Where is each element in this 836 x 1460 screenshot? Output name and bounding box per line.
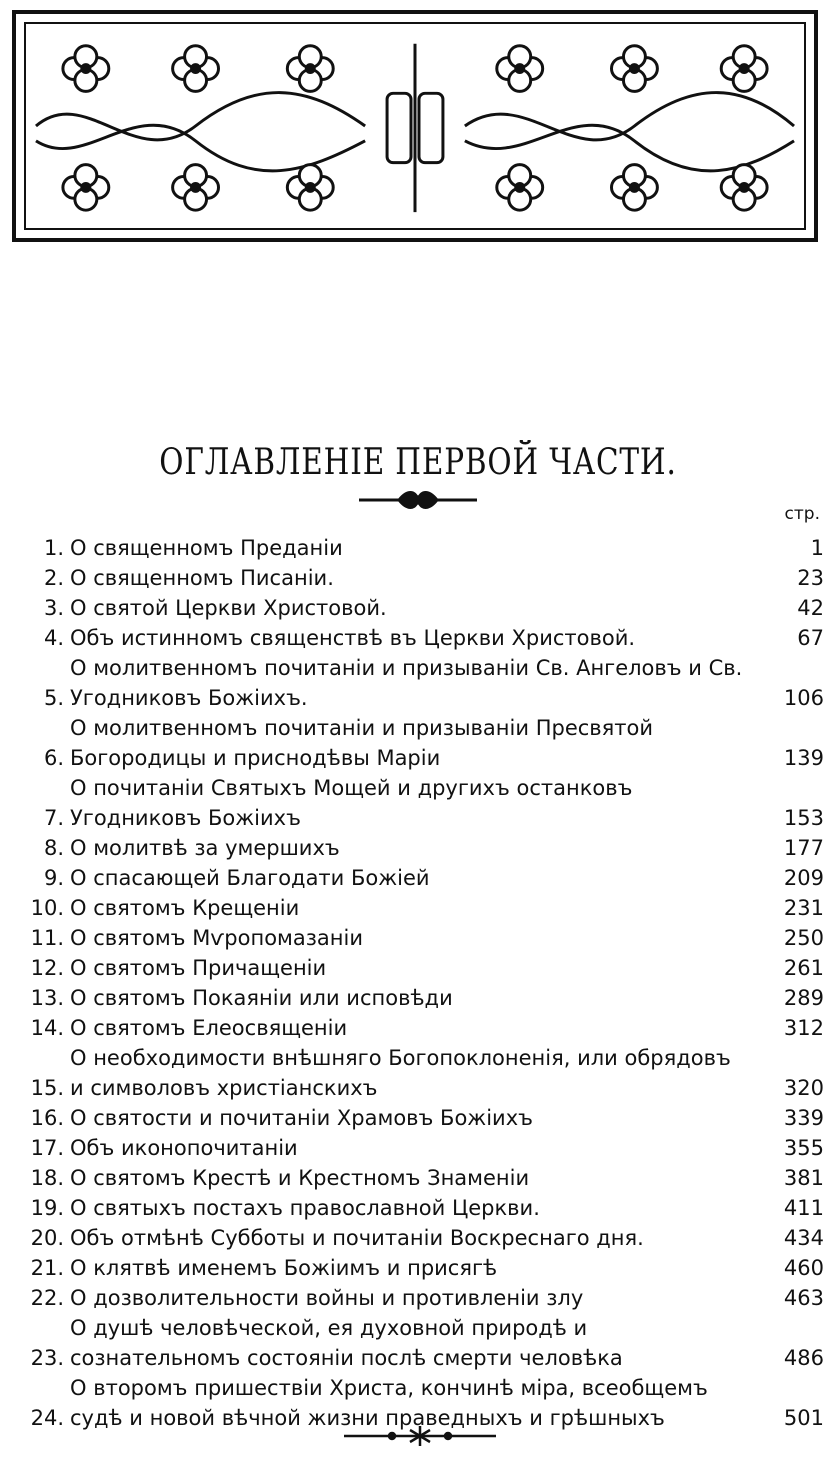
toc-entry	[20, 533, 824, 563]
toc-entry	[20, 863, 824, 893]
toc-entry-page: 250	[783, 926, 824, 950]
toc-entry	[20, 983, 824, 1013]
toc-entry-title: О святой Церкви Христовой.	[70, 596, 387, 620]
toc-entry-title: О святомъ Мѵропомазаніи	[70, 926, 363, 950]
table-of-contents	[20, 533, 824, 1433]
toc-entry-number: 8.	[43, 836, 64, 860]
toc-entry-title: О дозволительности войны и противленіи злу	[70, 1286, 584, 1310]
toc-entry	[20, 1103, 824, 1133]
toc-entry-page: 320	[783, 1076, 824, 1100]
toc-entry	[20, 653, 824, 713]
toc-entry	[20, 563, 824, 593]
toc-entry	[20, 623, 824, 653]
toc-entry-page: 312	[783, 1016, 824, 1040]
toc-entry-title: О молитвѣ за умершихъ	[70, 836, 340, 860]
toc-entry-title: О святомъ Причащеніи	[70, 956, 327, 980]
toc-entry-number: 6.	[43, 746, 64, 770]
toc-entry-title: О второмъ пришествіи Христа, кончинѣ міра, всеобщемъ судѣ и новой вѣчной жизни праведныхъ и грѣшныхъ	[70, 1376, 708, 1430]
toc-entry-title: О святомъ Елеосвященіи	[70, 1016, 348, 1040]
toc-entry	[20, 1253, 824, 1283]
toc-entry-page: 106	[783, 686, 824, 710]
toc-entry-page: 460	[783, 1256, 824, 1280]
toc-entry-page: 153	[783, 806, 824, 830]
toc-entry-number: 4.	[43, 626, 64, 650]
toc-entry-title: О святыхъ постахъ православной Церкви.	[70, 1196, 540, 1220]
floral-pattern	[26, 24, 804, 228]
toc-entry-title: Объ истинномъ священствѣ въ Церкви Христовой.	[70, 626, 636, 650]
toc-entry-page: 177	[783, 836, 824, 860]
toc-entry	[20, 1163, 824, 1193]
toc-entry-page: 209	[783, 866, 824, 890]
toc-entry-number: 22.	[30, 1286, 64, 1310]
toc-entry	[20, 1313, 824, 1373]
toc-entry-number: 24.	[30, 1406, 64, 1430]
title-ornament	[355, 488, 481, 512]
toc-entry-title: О душѣ человѣческой, ея духовной природѣ и сознательномъ состояніи послѣ смерти человѣка	[70, 1316, 623, 1370]
toc-entry-page: 411	[783, 1196, 824, 1220]
toc-entry-page: 261	[783, 956, 824, 980]
toc-entry-title: О спасающей Благодати Божіей	[70, 866, 430, 890]
toc-entry-number: 16.	[30, 1106, 64, 1130]
toc-entry-page: 289	[783, 986, 824, 1010]
toc-entry-page: 463	[783, 1286, 824, 1310]
toc-entry-page: 339	[783, 1106, 824, 1130]
toc-entry-title: О священномъ Преданіи	[70, 536, 343, 560]
toc-entry-number: 19.	[30, 1196, 64, 1220]
toc-entry	[20, 1043, 824, 1103]
toc-entry-number: 9.	[43, 866, 64, 890]
toc-entry	[20, 1193, 824, 1223]
toc-entry-page: 42	[797, 596, 824, 620]
toc-entry-title: О почитаніи Святыхъ Мощей и другихъ останковъ Угодниковъ Божіихъ	[70, 776, 633, 830]
floral-header-banner	[12, 10, 818, 242]
toc-entry-page: 381	[783, 1166, 824, 1190]
toc-entry-number: 12.	[30, 956, 64, 980]
toc-entry-number: 10.	[30, 896, 64, 920]
toc-entry-number: 13.	[30, 986, 64, 1010]
toc-entry-number: 17.	[30, 1136, 64, 1160]
toc-entry-number: 5.	[43, 686, 64, 710]
toc-entry	[20, 1223, 824, 1253]
toc-entry-number: 2.	[43, 566, 64, 590]
toc-entry	[20, 773, 824, 833]
toc-entry-page: 1	[810, 536, 824, 560]
toc-entry-page: 434	[783, 1226, 824, 1250]
toc-entry-title: О необходимости внѣшняго Богопоклоненія, или обрядовъ и символовъ христіанскихъ	[70, 1046, 731, 1100]
toc-entry	[20, 893, 824, 923]
toc-entry-title: О клятвѣ именемъ Божіимъ и присягѣ	[70, 1256, 498, 1280]
toc-entry	[20, 1133, 824, 1163]
toc-entry-title: О святомъ Крещеніи	[70, 896, 300, 920]
toc-entry-number: 14.	[30, 1016, 64, 1040]
toc-entry	[20, 593, 824, 623]
toc-entry-page: 231	[783, 896, 824, 920]
toc-entry-page: 501	[783, 1406, 824, 1430]
toc-entry-title: О священномъ Писаніи.	[70, 566, 334, 590]
page-title: ОГЛАВЛЕНІЕ ПЕРВОЙ ЧАСТИ.	[159, 442, 677, 484]
toc-entry-number: 3.	[43, 596, 64, 620]
banner-inner-frame	[24, 22, 806, 230]
toc-entry-title: Объ иконопочитаніи	[70, 1136, 298, 1160]
toc-entry-number: 1.	[43, 536, 64, 560]
page-column-label: стр.	[784, 504, 820, 524]
toc-entry-page: 23	[797, 566, 824, 590]
toc-entry-title: Объ отмѣнѣ Субботы и почитаніи Воскреснаго дня.	[70, 1226, 644, 1250]
toc-entry-number: 18.	[30, 1166, 64, 1190]
toc-entry-number: 11.	[30, 926, 64, 950]
toc-entry-number: 15.	[30, 1076, 64, 1100]
toc-entry-number: 20.	[30, 1226, 64, 1250]
toc-entry-title: О святомъ Крестѣ и Крестномъ Знаменіи	[70, 1166, 530, 1190]
toc-entry-page: 139	[783, 746, 824, 770]
toc-entry-page: 67	[797, 626, 824, 650]
toc-entry-number: 21.	[30, 1256, 64, 1280]
toc-entry	[20, 833, 824, 863]
toc-entry-title: О молитвенномъ почитаніи и призываніи Пресвятой Богородицы и приснодѣвы Маріи	[70, 716, 654, 770]
toc-entry	[20, 1013, 824, 1043]
toc-entry-title: О святомъ Покаяніи или исповѣди	[70, 986, 453, 1010]
toc-entry	[20, 713, 824, 773]
toc-entry-number: 23.	[30, 1346, 64, 1370]
toc-entry	[20, 923, 824, 953]
toc-entry-title: О святости и почитаніи Храмовъ Божіихъ	[70, 1106, 533, 1130]
bottom-ornament	[340, 1424, 500, 1448]
toc-entry-page: 355	[783, 1136, 824, 1160]
toc-entry-title: О молитвенномъ почитаніи и призываніи Св. Ангеловъ и Св. Угодниковъ Божіихъ.	[70, 656, 743, 710]
toc-entry-number: 7.	[43, 806, 64, 830]
toc-entry	[20, 953, 824, 983]
toc-entry-page: 486	[783, 1346, 824, 1370]
toc-entry	[20, 1283, 824, 1313]
